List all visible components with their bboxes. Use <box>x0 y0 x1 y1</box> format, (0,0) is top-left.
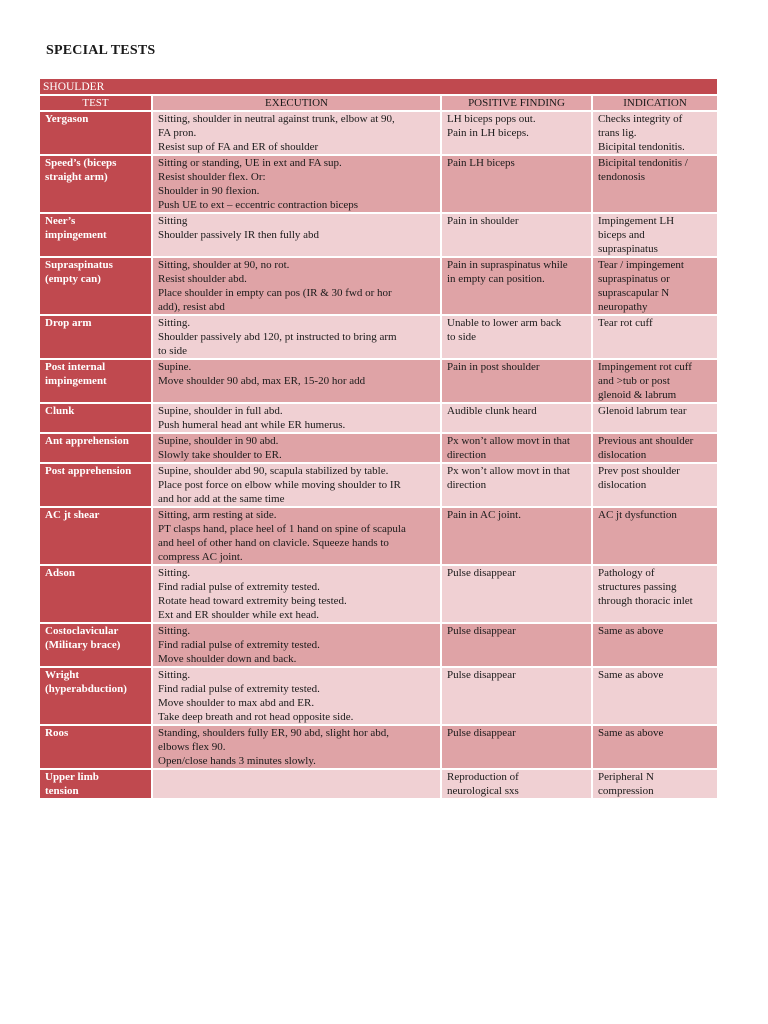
execution-cell <box>152 565 441 623</box>
execution-cell <box>152 769 441 799</box>
cell-line: to side <box>158 345 188 357</box>
cell-line: structures passing <box>598 581 677 593</box>
cell-line: Shoulder in 90 flexion. <box>158 185 260 197</box>
indication-cell <box>592 359 718 403</box>
cell-line: Supine, shoulder in 90 abd. <box>158 435 279 447</box>
cell-line: Unable to lower arm back <box>447 317 562 329</box>
cell-line: Pain in AC joint. <box>447 509 521 521</box>
execution-cell <box>152 725 441 769</box>
cell-line: Pathology of <box>598 567 655 579</box>
cell-line: direction <box>447 479 487 491</box>
test-name-cell <box>39 769 152 799</box>
cell-line: dislocation <box>598 449 647 461</box>
positive-finding-cell <box>441 257 592 315</box>
cell-line: AC jt dysfunction <box>598 509 677 521</box>
cell-line: Sitting. <box>158 317 191 329</box>
cell-line: Audible clunk heard <box>447 405 537 417</box>
cell-line: Peripheral N <box>598 771 654 783</box>
cell-line: Prev post shoulder <box>598 465 680 477</box>
execution-cell <box>152 623 441 667</box>
cell-line: compress AC joint. <box>158 551 243 563</box>
cell-line: Supraspinatus <box>45 259 113 271</box>
cell-line: Sitting or standing, UE in ext and FA sup. <box>158 157 342 169</box>
indication-cell <box>592 257 718 315</box>
cell-line: Shoulder passively abd 120, pt instructed to bring arm <box>158 331 397 343</box>
positive-finding-cell <box>441 403 592 433</box>
positive-finding-cell <box>441 213 592 257</box>
indication-cell <box>592 507 718 565</box>
cell-line: Pain in LH biceps. <box>447 127 529 139</box>
positive-finding-cell <box>441 463 592 507</box>
cell-line: (hyperabduction) <box>45 683 127 695</box>
cell-line: Resist shoulder flex. Or: <box>158 171 266 183</box>
execution-cell <box>152 667 441 725</box>
cell-line: Pulse disappear <box>447 669 516 681</box>
table-row <box>39 565 718 623</box>
positive-finding-cell <box>441 155 592 213</box>
cell-line: Pulse disappear <box>447 567 516 579</box>
cell-line: impingement <box>45 229 107 241</box>
cell-line: Adson <box>45 567 75 579</box>
cell-line: Impingement rot cuff <box>598 361 692 373</box>
cell-line: glenoid & labrum <box>598 389 677 401</box>
table-row <box>39 111 718 155</box>
cell-line: Take deep breath and rot head opposite side. <box>158 711 354 723</box>
cell-line: Same as above <box>598 727 664 739</box>
cell-line: impingement <box>45 375 107 387</box>
indication-cell <box>592 111 718 155</box>
cell-line: supraspinatus <box>598 243 658 255</box>
execution-cell <box>152 359 441 403</box>
cell-line: Find radial pulse of extremity tested. <box>158 581 320 593</box>
cell-line: Supine. <box>158 361 192 373</box>
indication-cell <box>592 403 718 433</box>
cell-line: Place post force on elbow while moving shoulder to IR <box>158 479 401 491</box>
cell-line: Previous ant shoulder <box>598 435 694 447</box>
execution-cell <box>152 155 441 213</box>
cell-line: Move shoulder to max abd and ER. <box>158 697 315 709</box>
cell-line: and >tub or post <box>598 375 670 387</box>
cell-line: Post internal <box>45 361 106 373</box>
cell-line: Pain in post shoulder <box>447 361 540 373</box>
test-name-cell <box>39 507 152 565</box>
cell-line: Standing, shoulders fully ER, 90 abd, slight hor abd, <box>158 727 389 739</box>
cell-line: Roos <box>45 727 69 739</box>
cell-line: Place shoulder in empty can pos (IR & 30 fwd or hor <box>158 287 392 299</box>
cell-line: (empty can) <box>45 273 101 285</box>
cell-line: Move shoulder 90 abd, max ER, 15-20 hor add <box>158 375 366 387</box>
cell-line: dislocation <box>598 479 647 491</box>
cell-line: Wright <box>45 669 80 681</box>
cell-line: Sitting. <box>158 625 191 637</box>
cell-line: Same as above <box>598 625 664 637</box>
cell-line: Drop arm <box>45 317 92 329</box>
cell-line: Find radial pulse of extremity tested. <box>158 639 320 651</box>
cell-line: Bicipital tendonitis / <box>598 157 688 169</box>
table-row <box>39 155 718 213</box>
test-name-cell <box>39 257 152 315</box>
test-name-cell <box>39 725 152 769</box>
header-positive-finding: POSITIVE FINDING <box>441 95 592 111</box>
cell-line: Glenoid labrum tear <box>598 405 687 417</box>
cell-line: Sitting. <box>158 567 191 579</box>
cell-line: FA pron. <box>158 127 197 139</box>
cell-line: direction <box>447 449 487 461</box>
cell-line: elbows flex 90. <box>158 741 226 753</box>
indication-cell <box>592 315 718 359</box>
cell-line: Ant apprehension <box>45 435 129 447</box>
positive-finding-cell <box>441 565 592 623</box>
table-row <box>39 213 718 257</box>
cell-line: add), resist abd <box>158 301 225 313</box>
execution-cell <box>152 463 441 507</box>
cell-line: PT clasps hand, place heel of 1 hand on spine of scapula <box>158 523 406 535</box>
cell-line: Push humeral head ant while ER humerus. <box>158 419 346 431</box>
cell-line: compression <box>598 785 654 797</box>
cell-line: Slowly take shoulder to ER. <box>158 449 282 461</box>
table-row <box>39 623 718 667</box>
cell-line: Ext and ER shoulder while ext head. <box>158 609 319 621</box>
cell-line: Pulse disappear <box>447 727 516 739</box>
test-name-cell <box>39 155 152 213</box>
cell-line: neuropathy <box>598 301 648 313</box>
execution-cell <box>152 507 441 565</box>
table-row <box>39 667 718 725</box>
cell-line: Rotate head toward extremity being tested. <box>158 595 347 607</box>
cell-line: Move shoulder down and back. <box>158 653 297 665</box>
header-indication: INDICATION <box>592 95 718 111</box>
column-header-row <box>39 95 718 111</box>
indication-cell <box>592 433 718 463</box>
cell-line: Resist sup of FA and ER of shoulder <box>158 141 319 153</box>
test-name-cell <box>39 403 152 433</box>
cell-line: tendonosis <box>598 171 646 183</box>
cell-line: and heel of other hand on clavicle. Squeeze hands to <box>158 537 389 549</box>
cell-line: suprascapular N <box>598 287 670 299</box>
indication-cell <box>592 155 718 213</box>
table-row <box>39 463 718 507</box>
section-title: SHOULDER <box>39 78 718 95</box>
test-name-cell <box>39 565 152 623</box>
execution-cell <box>152 403 441 433</box>
table-row <box>39 507 718 565</box>
test-name-cell <box>39 111 152 155</box>
execution-cell <box>152 111 441 155</box>
section-header-row <box>39 78 718 95</box>
cell-line: trans lig. <box>598 127 637 139</box>
positive-finding-cell <box>441 667 592 725</box>
cell-line: Tear rot cuff <box>598 317 653 329</box>
cell-line: Checks integrity of <box>598 113 683 125</box>
table-row <box>39 359 718 403</box>
test-name-cell <box>39 315 152 359</box>
positive-finding-cell <box>441 769 592 799</box>
cell-line: Impingement LH <box>598 215 675 227</box>
table-row <box>39 769 718 799</box>
cell-line: Yergason <box>45 113 89 125</box>
cell-line: tension <box>45 785 79 797</box>
header-execution: EXECUTION <box>152 95 441 111</box>
cell-line: AC jt shear <box>45 509 100 521</box>
cell-line: Costoclavicular <box>45 625 119 637</box>
cell-line: Sitting. <box>158 669 191 681</box>
cell-line: Sitting, shoulder at 90, no rot. <box>158 259 290 271</box>
cell-line: Sitting, arm resting at side. <box>158 509 277 521</box>
cell-line: supraspinatus or <box>598 273 670 285</box>
test-name-cell <box>39 213 152 257</box>
cell-line: Same as above <box>598 669 664 681</box>
positive-finding-cell <box>441 315 592 359</box>
positive-finding-cell <box>441 359 592 403</box>
cell-line: Bicipital tendonitis. <box>598 141 685 153</box>
indication-cell <box>592 565 718 623</box>
positive-finding-cell <box>441 433 592 463</box>
table-row <box>39 403 718 433</box>
positive-finding-cell <box>441 623 592 667</box>
cell-line: Supine, shoulder abd 90, scapula stabilized by table. <box>158 465 389 477</box>
cell-line: Pulse disappear <box>447 625 516 637</box>
indication-cell <box>592 213 718 257</box>
cell-line: Pain LH biceps <box>447 157 515 169</box>
cell-line: straight arm) <box>45 171 108 183</box>
test-name-cell <box>39 433 152 463</box>
cell-line: Shoulder passively IR then fully abd <box>158 229 320 241</box>
header-test: TEST <box>39 95 152 111</box>
indication-cell <box>592 463 718 507</box>
cell-line: biceps and <box>598 229 645 241</box>
positive-finding-cell <box>441 725 592 769</box>
indication-cell <box>592 725 718 769</box>
cell-line: Tear / impingement <box>598 259 684 271</box>
cell-line: Find radial pulse of extremity tested. <box>158 683 320 695</box>
cell-line: (Military brace) <box>45 639 121 651</box>
indication-cell <box>592 623 718 667</box>
cell-line: to side <box>447 331 477 343</box>
cell-line: Pain in supraspinatus while <box>447 259 568 271</box>
cell-line: Sitting <box>158 215 188 227</box>
special-tests-table <box>38 77 719 800</box>
execution-cell <box>152 433 441 463</box>
execution-cell <box>152 257 441 315</box>
cell-line: Push UE to ext – eccentric contraction biceps <box>158 199 359 211</box>
test-name-cell <box>39 359 152 403</box>
cell-line: neurological sxs <box>447 785 519 797</box>
test-name-cell <box>39 463 152 507</box>
test-name-cell <box>39 667 152 725</box>
test-name-cell <box>39 623 152 667</box>
cell-line: Supine, shoulder in full abd. <box>158 405 283 417</box>
cell-line: Px won’t allow movt in that <box>447 465 570 477</box>
cell-line: Px won’t allow movt in that <box>447 435 570 447</box>
execution-cell <box>152 213 441 257</box>
table-row <box>39 315 718 359</box>
cell-line: Clunk <box>45 405 75 417</box>
cell-line: Open/close hands 3 minutes slowly. <box>158 755 316 767</box>
cell-line: through thoracic inlet <box>598 595 693 607</box>
cell-line: Speed’s (biceps <box>45 157 117 169</box>
cell-line: Resist shoulder abd. <box>158 273 247 285</box>
execution-cell <box>152 315 441 359</box>
table-row <box>39 433 718 463</box>
cell-line: Pain in shoulder <box>447 215 519 227</box>
cell-line: Upper limb <box>45 771 99 783</box>
cell-line: Sitting, shoulder in neutral against trunk, elbow at 90, <box>158 113 395 125</box>
cell-line: Reproduction of <box>447 771 519 783</box>
page-title: SPECIAL TESTS <box>46 43 156 58</box>
table-row <box>39 725 718 769</box>
cell-line: in empty can position. <box>447 273 545 285</box>
table-body <box>39 111 718 799</box>
indication-cell <box>592 667 718 725</box>
positive-finding-cell <box>441 111 592 155</box>
cell-line: Post apprehension <box>45 465 132 477</box>
indication-cell <box>592 769 718 799</box>
table-row <box>39 257 718 315</box>
cell-line: and hor add at the same time <box>158 493 285 505</box>
positive-finding-cell <box>441 507 592 565</box>
cell-line: LH biceps pops out. <box>447 113 536 125</box>
cell-line: Neer’s <box>45 215 76 227</box>
